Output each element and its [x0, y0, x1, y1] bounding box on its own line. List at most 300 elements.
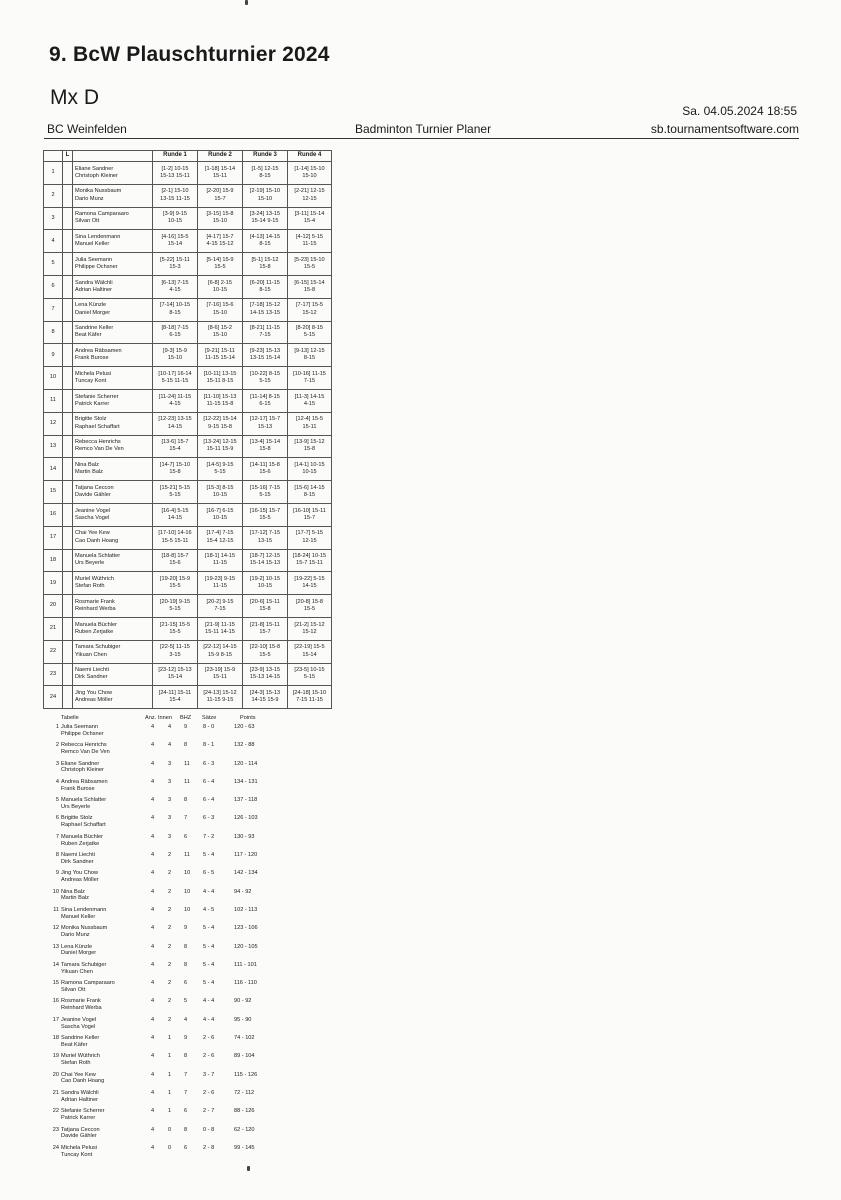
- standings-bhz: 10: [184, 906, 191, 913]
- round-3-line-2: 15-13: [257, 423, 273, 430]
- standings-player-1: Brigitte Stolz: [61, 815, 93, 822]
- round-3-line-1: [21-8] 15-11: [250, 621, 280, 628]
- round-1-result: [153, 526, 198, 549]
- standings-sets: 6 - 5: [203, 870, 215, 877]
- round-3-line-2: 15-5: [259, 651, 271, 658]
- standings-bhz: 6: [184, 1144, 188, 1151]
- round-1-result: [153, 481, 198, 504]
- pair-cell: [73, 686, 153, 709]
- standings-won: 3: [168, 833, 172, 840]
- round-1-line-1: [12-23] 13-15: [158, 416, 192, 423]
- round-3-line-2: 15-6: [259, 469, 271, 476]
- player-1-name: Sandrine Keller: [75, 325, 114, 332]
- round-4-result: [288, 481, 332, 504]
- row-number: 11: [44, 389, 63, 412]
- round-2-result: [198, 298, 243, 321]
- pair-cell: [73, 481, 153, 504]
- standings-player-1: Jeanine Vogel: [61, 1016, 97, 1023]
- row-l-cell: [63, 253, 73, 276]
- round-2-line-1: [20-2] 9-15: [206, 598, 234, 605]
- standings-player-1: Sandrine Keller: [61, 1035, 100, 1042]
- standings-bhz: 10: [184, 888, 191, 895]
- round-3-line-2: 8-15: [259, 286, 271, 293]
- standings-played: 4: [151, 797, 155, 804]
- player-2-name: Daniel Morger: [75, 309, 111, 316]
- round-1-line-1: [20-19] 9-15: [159, 598, 191, 605]
- round-4-result: [288, 344, 332, 367]
- round-1-line-2: 6-15: [169, 332, 181, 339]
- standings-played: 4: [151, 888, 155, 895]
- round-4-line-2: 11-15: [302, 241, 317, 248]
- rounds-row: [44, 275, 332, 298]
- player-1-name: Muriel Wüthrich: [75, 576, 114, 583]
- round-3-result: [243, 549, 288, 572]
- round-1-result: [153, 275, 198, 298]
- standings-rank: 21: [52, 1089, 59, 1096]
- row-l-cell: [63, 275, 73, 298]
- round-1-result: [153, 572, 198, 595]
- round-4-line-2: 5-15: [303, 674, 316, 681]
- standings-pair: [61, 1035, 99, 1049]
- round-4-line-1: [19-22] 5-15: [294, 576, 325, 583]
- row-l-cell: [63, 572, 73, 595]
- round-4-line-1: [13-9] 15-12: [294, 439, 325, 446]
- standings-pair: [61, 962, 106, 976]
- rounds-row: [44, 549, 332, 572]
- round-2-result: [198, 617, 243, 640]
- round-3-line-1: [15-16] 7-15: [249, 484, 281, 491]
- round-3-line-1: [14-11] 15-8: [250, 462, 280, 469]
- round-3-line-2: 5-15: [259, 378, 271, 385]
- player-2-name: Frank Burose: [75, 355, 109, 362]
- standings-bhz: 9: [184, 1035, 188, 1042]
- standings-won: 2: [168, 998, 172, 1005]
- round-3-line-1: [22-10] 15-8: [249, 644, 281, 651]
- round-2-line-2: 11-15: [213, 583, 227, 590]
- round-3-line-1: [11-14] 8-15: [250, 393, 280, 400]
- standings-won: 3: [168, 797, 172, 804]
- round-1-line-1: [23-12] 15-13: [158, 667, 192, 674]
- standings-row: [50, 1053, 280, 1071]
- standings-rank: 16: [52, 998, 59, 1005]
- round-3-line-1: [18-7] 12-15: [249, 553, 281, 560]
- standings-bhz: 8: [184, 742, 188, 749]
- round-1-result: [153, 321, 198, 344]
- rounds-header-players: [73, 151, 153, 162]
- standings-bhz: 6: [184, 1108, 188, 1115]
- round-3-line-1: [5-1] 15-12: [251, 256, 279, 263]
- round-1-result: [153, 253, 198, 276]
- standings-points: 132 - 88: [234, 742, 255, 749]
- round-1-line-2: 5-15: [169, 606, 181, 613]
- round-4-result: [288, 503, 332, 526]
- round-2-line-2: 11-15: [213, 560, 227, 567]
- round-4-result: [288, 595, 332, 618]
- round-2-result: [198, 207, 243, 230]
- round-1-line-1: [14-7] 15-10: [159, 462, 191, 469]
- player-1-name: Nina Balz: [75, 462, 99, 469]
- player-2-name: Yikuan Chen: [75, 651, 107, 658]
- standings-player-1: Lena Künzle: [61, 943, 93, 950]
- round-4-line-1: [21-2] 15-12: [294, 621, 325, 628]
- round-4-line-1: [11-3] 14-15: [294, 393, 325, 400]
- standings-pair: [61, 1145, 97, 1159]
- round-3-line-1: [23-9] 13-15: [249, 667, 281, 674]
- standings-won: 2: [168, 980, 172, 987]
- standings-player-2: Dario Munz: [61, 932, 90, 939]
- sub-header: [44, 122, 799, 139]
- standings-rank: 2: [55, 742, 59, 749]
- standings-points: 120 - 63: [234, 724, 255, 730]
- standings-points: 117 - 120: [234, 852, 258, 859]
- row-number: 2: [44, 184, 63, 207]
- rounds-row: [44, 344, 332, 367]
- standings-rank: 19: [52, 1053, 59, 1060]
- round-1-line-1: [6-13] 7-15: [161, 279, 189, 286]
- round-1-line-1: [21-15] 15-5: [159, 621, 191, 628]
- standings-pair: [61, 1053, 100, 1067]
- round-2-result: [198, 458, 243, 481]
- round-3-line-2: 13-15 15-14: [249, 355, 281, 362]
- standings-rank: 15: [52, 980, 59, 987]
- round-4-line-2: 15-7: [303, 514, 316, 521]
- round-2-line-1: [22-12] 14-15: [203, 644, 237, 651]
- round-4-result: [288, 526, 332, 549]
- standings-player-2: Silvan Ott: [61, 986, 86, 993]
- player-2-name: Reinhard Werba: [75, 606, 116, 613]
- standings-player-1: Julia Seemann: [61, 724, 99, 730]
- row-number: 12: [44, 412, 63, 435]
- standings-played: 4: [151, 1035, 155, 1042]
- standings-row: [50, 1017, 280, 1035]
- round-4-result: [288, 412, 332, 435]
- rounds-header-round-4: Runde 4: [288, 151, 332, 162]
- player-1-name: Andrea Räbsamen: [75, 348, 122, 355]
- round-2-result: [198, 595, 243, 618]
- standings-won: 2: [168, 925, 172, 932]
- row-l-cell: [63, 663, 73, 686]
- pair-cell: [73, 617, 153, 640]
- standings-col-bhz: BHZ: [180, 715, 192, 721]
- standings-won: 2: [168, 852, 172, 859]
- standings-sets: 5 - 4: [203, 852, 215, 859]
- round-3-line-2: 15-5: [259, 514, 271, 521]
- rounds-row: [44, 367, 332, 390]
- standings-sets: 8 - 1: [203, 742, 215, 749]
- standings-pair: [61, 925, 107, 939]
- round-3-result: [243, 344, 288, 367]
- round-1-line-1: [16-4] 5-15: [161, 507, 189, 514]
- round-2-line-1: [1-18] 15-14: [204, 165, 236, 172]
- round-2-line-2: 15-11 15-9: [206, 446, 234, 453]
- round-1-result: [153, 207, 198, 230]
- standings-pair: [61, 944, 96, 958]
- standings-player-2: Manuel Keller: [61, 913, 96, 920]
- standings-won: 2: [168, 870, 172, 877]
- round-2-result: [198, 640, 243, 663]
- standings-pair: [61, 1090, 99, 1104]
- standings-row: [50, 1035, 280, 1053]
- standings-player-1: Tamara Schubiger: [61, 961, 107, 968]
- round-2-result: [198, 481, 243, 504]
- row-number: 16: [44, 503, 63, 526]
- row-l-cell: [63, 526, 73, 549]
- pair-cell: [73, 298, 153, 321]
- round-3-result: [243, 321, 288, 344]
- row-l-cell: [63, 298, 73, 321]
- software-name: Badminton Turnier Planer: [355, 122, 492, 136]
- round-4-line-2: 15-7 15-11: [296, 560, 323, 567]
- round-1-result: [153, 503, 198, 526]
- round-3-line-2: 15-8: [259, 606, 271, 613]
- rounds-header-round-3: Runde 3: [243, 151, 288, 162]
- standings-pair: [61, 815, 106, 829]
- standings-sets: 6 - 4: [203, 797, 215, 804]
- standings-played: 4: [151, 760, 155, 767]
- standings-rank: 13: [52, 943, 59, 950]
- round-4-result: [288, 184, 332, 207]
- standings-rank: 23: [52, 1126, 59, 1133]
- round-4-line-1: [1-14] 15-10: [294, 165, 325, 172]
- standings-player-2: Andreas Möller: [61, 877, 99, 884]
- standings-rank: 6: [55, 815, 59, 822]
- rounds-row: [44, 230, 332, 253]
- round-2-line-1: [16-7] 6-15: [206, 507, 234, 514]
- row-number: 23: [44, 663, 63, 686]
- round-2-result: [198, 344, 243, 367]
- standings-row: [50, 889, 280, 907]
- round-3-line-2: 15-8: [259, 446, 271, 453]
- standings-won: 3: [168, 815, 172, 822]
- standings-won: 1: [168, 1089, 172, 1096]
- standings-row: [50, 797, 280, 815]
- standings-player-2: Patrick Karrer: [61, 1115, 96, 1122]
- round-3-result: [243, 298, 288, 321]
- rounds-row: [44, 207, 332, 230]
- standings-row: [50, 944, 280, 962]
- round-4-result: [288, 275, 332, 298]
- round-3-line-2: 15-14 15-13: [249, 560, 281, 567]
- player-2-name: Manuel Keller: [75, 241, 110, 248]
- round-2-result: [198, 275, 243, 298]
- round-2-result: [198, 389, 243, 412]
- player-2-name: Raphael Schaffart: [75, 423, 120, 430]
- round-1-line-2: 14-15: [167, 423, 183, 430]
- pair-cell: [73, 435, 153, 458]
- standings-pair: [61, 998, 102, 1012]
- round-1-result: [153, 298, 198, 321]
- standings-row: [50, 834, 280, 852]
- round-2-line-2: 11-15 15-14: [205, 355, 235, 362]
- round-4-result: [288, 253, 332, 276]
- standings-points: 89 - 104: [234, 1053, 255, 1060]
- round-1-line-2: 15-14: [167, 674, 183, 681]
- round-2-line-2: 15-7: [214, 195, 226, 202]
- row-l-cell: [63, 230, 73, 253]
- standings-played: 4: [151, 1144, 155, 1151]
- row-l-cell: [63, 595, 73, 618]
- round-4-line-2: 15-8: [303, 286, 316, 293]
- standings-col-played: Anz.: [145, 715, 157, 721]
- player-2-name: Andreas Möller: [75, 697, 113, 704]
- standings-row: [50, 870, 280, 888]
- player-2-name: Ruben Zerjatke: [75, 628, 114, 635]
- standings-rank: 12: [52, 925, 59, 932]
- round-1-line-1: [13-6] 15-7: [161, 439, 189, 446]
- standings-player-1: Monika Nussbaum: [61, 925, 108, 932]
- standings-player-1: Sandra Wälchli: [61, 1089, 99, 1096]
- standings-header: [50, 715, 280, 724]
- row-l-cell: [63, 367, 73, 390]
- pair-cell: [73, 162, 153, 185]
- row-l-cell: [63, 458, 73, 481]
- round-1-line-2: 8-15: [169, 309, 181, 316]
- round-1-result: [153, 184, 198, 207]
- standings-player-1: Tatjana Ceccon: [61, 1126, 100, 1133]
- round-1-line-2: 4-15: [169, 400, 181, 407]
- standings-sets: 6 - 3: [203, 760, 215, 767]
- round-4-result: [288, 230, 332, 253]
- round-2-line-2: 10-15: [212, 514, 228, 521]
- standings-player-2: Frank Burose: [61, 785, 95, 792]
- round-3-result: [243, 526, 288, 549]
- standings-points: 134 - 131: [234, 778, 258, 785]
- round-3-line-1: [7-18] 15-12: [249, 302, 281, 309]
- standings-player-2: Dirk Sandner: [61, 858, 94, 865]
- round-3-result: [243, 367, 288, 390]
- standings-sets: 2 - 6: [203, 1089, 215, 1096]
- standings-pair: [61, 724, 104, 738]
- standings-rank: 24: [52, 1144, 59, 1151]
- pair-cell: [73, 549, 153, 572]
- round-3-line-2: 15-13 14-15: [249, 674, 281, 681]
- round-1-line-2: 15-13 15-11: [160, 172, 190, 179]
- standings-won: 1: [168, 1035, 172, 1042]
- pair-cell: [73, 526, 153, 549]
- round-4-result: [288, 367, 332, 390]
- round-1-result: [153, 435, 198, 458]
- standings-pair: [61, 742, 110, 756]
- round-4-line-2: 15-12: [302, 309, 317, 316]
- round-1-result: [153, 367, 198, 390]
- row-l-cell: [63, 686, 73, 709]
- round-3-line-2: 15-10: [257, 195, 273, 202]
- standings-played: 4: [151, 906, 155, 913]
- pair-cell: [73, 275, 153, 298]
- standings-points: 95 - 90: [234, 1016, 252, 1023]
- player-2-name: Stefan Roth: [75, 583, 105, 590]
- standings-won: 3: [168, 760, 172, 767]
- round-1-line-1: [18-8] 15-7: [161, 553, 189, 560]
- round-4-line-2: 7-15: [303, 378, 316, 385]
- round-1-result: [153, 595, 198, 618]
- standings-player-1: Michela Pelusi: [61, 1144, 98, 1151]
- round-2-line-1: [10-11] 13-15: [203, 370, 237, 377]
- rounds-row: [44, 640, 332, 663]
- standings-pair: [61, 834, 103, 848]
- round-2-line-2: 15-5: [214, 264, 226, 271]
- player-2-name: Patrick Karrer: [75, 400, 110, 407]
- player-1-name: Eliane Sandner: [75, 165, 114, 172]
- round-3-result: [243, 184, 288, 207]
- standings-points: 90 - 92: [234, 998, 252, 1005]
- round-3-result: [243, 230, 288, 253]
- round-2-result: [198, 503, 243, 526]
- round-4-line-2: 12-15: [302, 195, 317, 202]
- standings-sets: 2 - 7: [203, 1108, 215, 1115]
- pair-cell: [73, 663, 153, 686]
- rounds-row: [44, 503, 332, 526]
- round-4-line-2: 15-10: [302, 172, 317, 179]
- row-number: 9: [44, 344, 63, 367]
- rounds-row: [44, 435, 332, 458]
- rounds-header-round-1: Runde 1: [153, 151, 198, 162]
- standings-sets: 7 - 2: [203, 833, 215, 840]
- round-4-line-1: [8-20] 8-15: [295, 325, 324, 332]
- round-1-line-2: 15-8: [169, 469, 181, 476]
- round-3-result: [243, 435, 288, 458]
- round-3-line-2: 13-15: [257, 537, 273, 544]
- round-2-line-2: 15-10: [212, 332, 228, 339]
- standings-played: 4: [151, 1053, 155, 1060]
- standings-points: 72 - 112: [234, 1089, 255, 1096]
- round-4-line-1: [5-23] 15-10: [294, 256, 325, 263]
- standings-row: [50, 1127, 280, 1145]
- standings-player-2: Remco Van De Ven: [61, 749, 110, 756]
- standings-played: 4: [151, 1126, 155, 1133]
- round-4-result: [288, 389, 332, 412]
- round-2-line-2: 15-11: [213, 674, 227, 681]
- standings-col-won: Innen: [158, 715, 172, 721]
- standings-won: 2: [168, 888, 172, 895]
- round-1-line-2: 4-15: [169, 286, 181, 293]
- standings-won: 0: [168, 1144, 172, 1151]
- round-3-result: [243, 686, 288, 709]
- round-2-line-2: 5-15: [214, 469, 226, 476]
- round-2-result: [198, 549, 243, 572]
- standings-bhz: 7: [184, 1071, 188, 1078]
- round-3-line-1: [2-19] 15-10: [249, 188, 281, 195]
- row-number: 5: [44, 253, 63, 276]
- round-4-result: [288, 663, 332, 686]
- standings-pair: [61, 1127, 100, 1141]
- round-4-result: [288, 321, 332, 344]
- round-2-line-2: 15-9 8-15: [208, 651, 232, 658]
- row-number: 22: [44, 640, 63, 663]
- standings-won: 1: [168, 1108, 172, 1115]
- round-2-line-1: [19-23] 9-15: [204, 576, 236, 583]
- standings-player-2: Daniel Morger: [61, 950, 97, 957]
- round-4-line-2: 8-15: [303, 492, 316, 499]
- rounds-row: [44, 184, 332, 207]
- pair-cell: [73, 503, 153, 526]
- standings-row: [50, 724, 280, 742]
- pair-cell: [73, 321, 153, 344]
- round-4-result: [288, 298, 332, 321]
- standings-table: [50, 715, 280, 1163]
- standings-sets: 2 - 6: [203, 1053, 215, 1060]
- round-1-line-2: 15-10: [167, 355, 183, 362]
- standings-played: 4: [151, 833, 155, 840]
- row-l-cell: [63, 162, 73, 185]
- standings-sets: 5 - 4: [203, 925, 215, 932]
- round-2-result: [198, 663, 243, 686]
- standings-player-2: Ruben Zerjatke: [61, 840, 100, 847]
- round-4-line-2: 15-12: [302, 628, 317, 635]
- round-1-line-2: 3-15: [169, 651, 181, 658]
- standings-pair: [61, 1072, 104, 1086]
- round-3-result: [243, 162, 288, 185]
